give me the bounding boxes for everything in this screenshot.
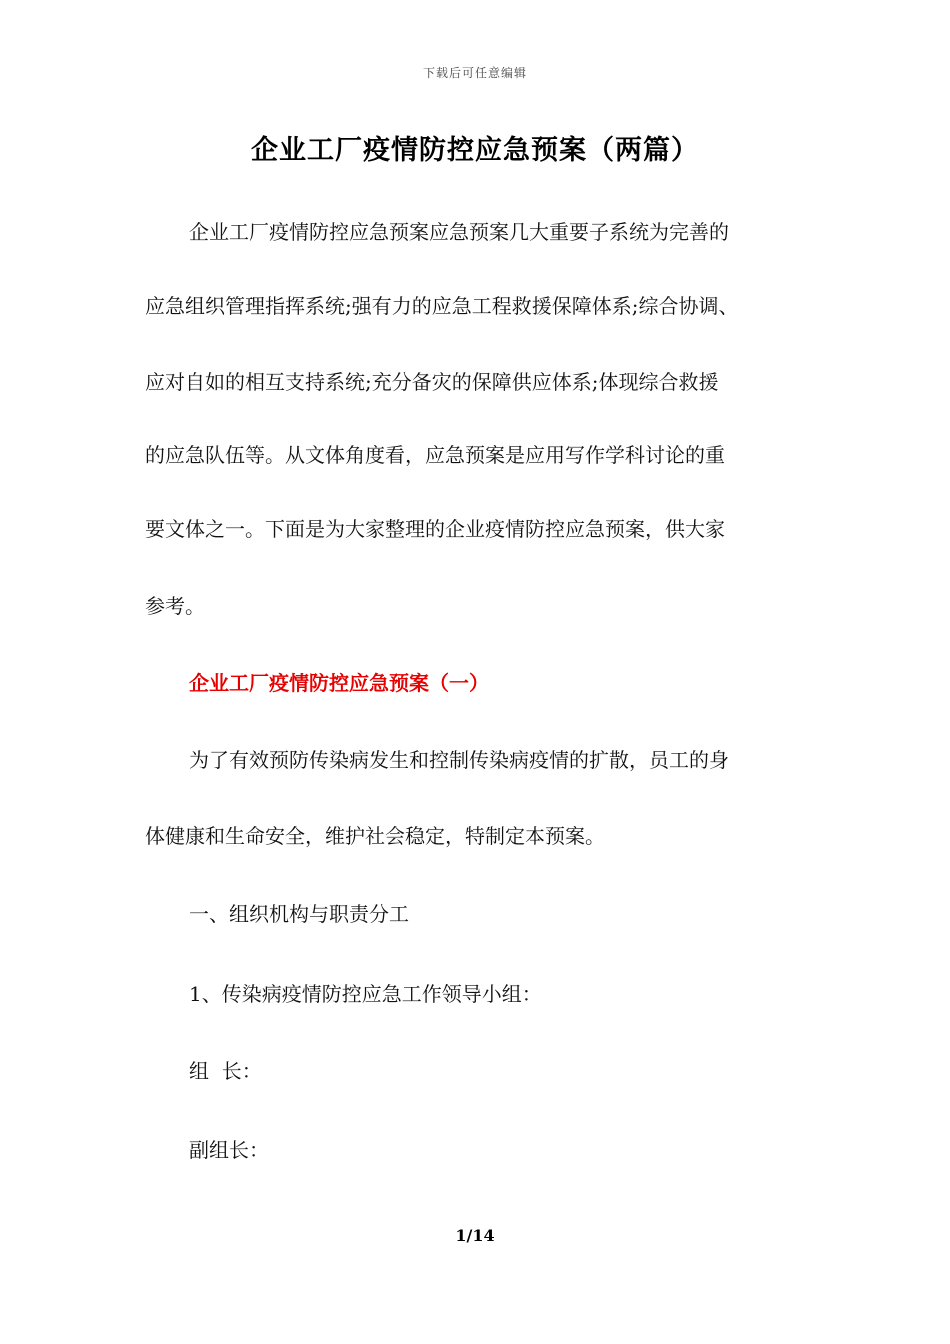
intro-line-5: 要文体之一。下面是为大家整理的企业疫情防控应急预案，供大家 <box>145 517 725 541</box>
intro-line-6: 参考。 <box>145 594 205 618</box>
purpose-line-2: 体健康和生命安全，维护社会稳定，特制定本预案。 <box>145 824 605 848</box>
leader-label: 组 长： <box>189 1059 262 1083</box>
intro-line-1: 企业工厂疫情防控应急预案应急预案几大重要子系统为完善的 <box>189 220 729 244</box>
section-heading: 企业工厂疫情防控应急预案（一） <box>189 671 489 695</box>
document-title: 企业工厂疫情防控应急预案（两篇） <box>251 135 699 166</box>
page-number: 1/14 <box>455 1226 495 1245</box>
header-note: 下载后可任意编辑 <box>422 66 527 80</box>
purpose-line-1: 为了有效预防传染病发生和控制传染病疫情的扩散，员工的身 <box>189 748 729 772</box>
group-heading: 1、传染病疫情防控应急工作领导小组： <box>189 982 542 1006</box>
intro-line-3: 应对自如的相互支持系统;充分备灾的保障供应体系;体现综合救援 <box>145 370 719 394</box>
org-heading: 一、组织机构与职责分工 <box>189 902 409 926</box>
intro-line-4: 的应急队伍等。从文体角度看，应急预案是应用写作学科讨论的重 <box>145 443 725 467</box>
deputy-label: 副组长： <box>189 1138 269 1162</box>
intro-line-2: 应急组织管理指挥系统;强有力的应急工程救援保障体系;综合协调、 <box>145 294 739 318</box>
